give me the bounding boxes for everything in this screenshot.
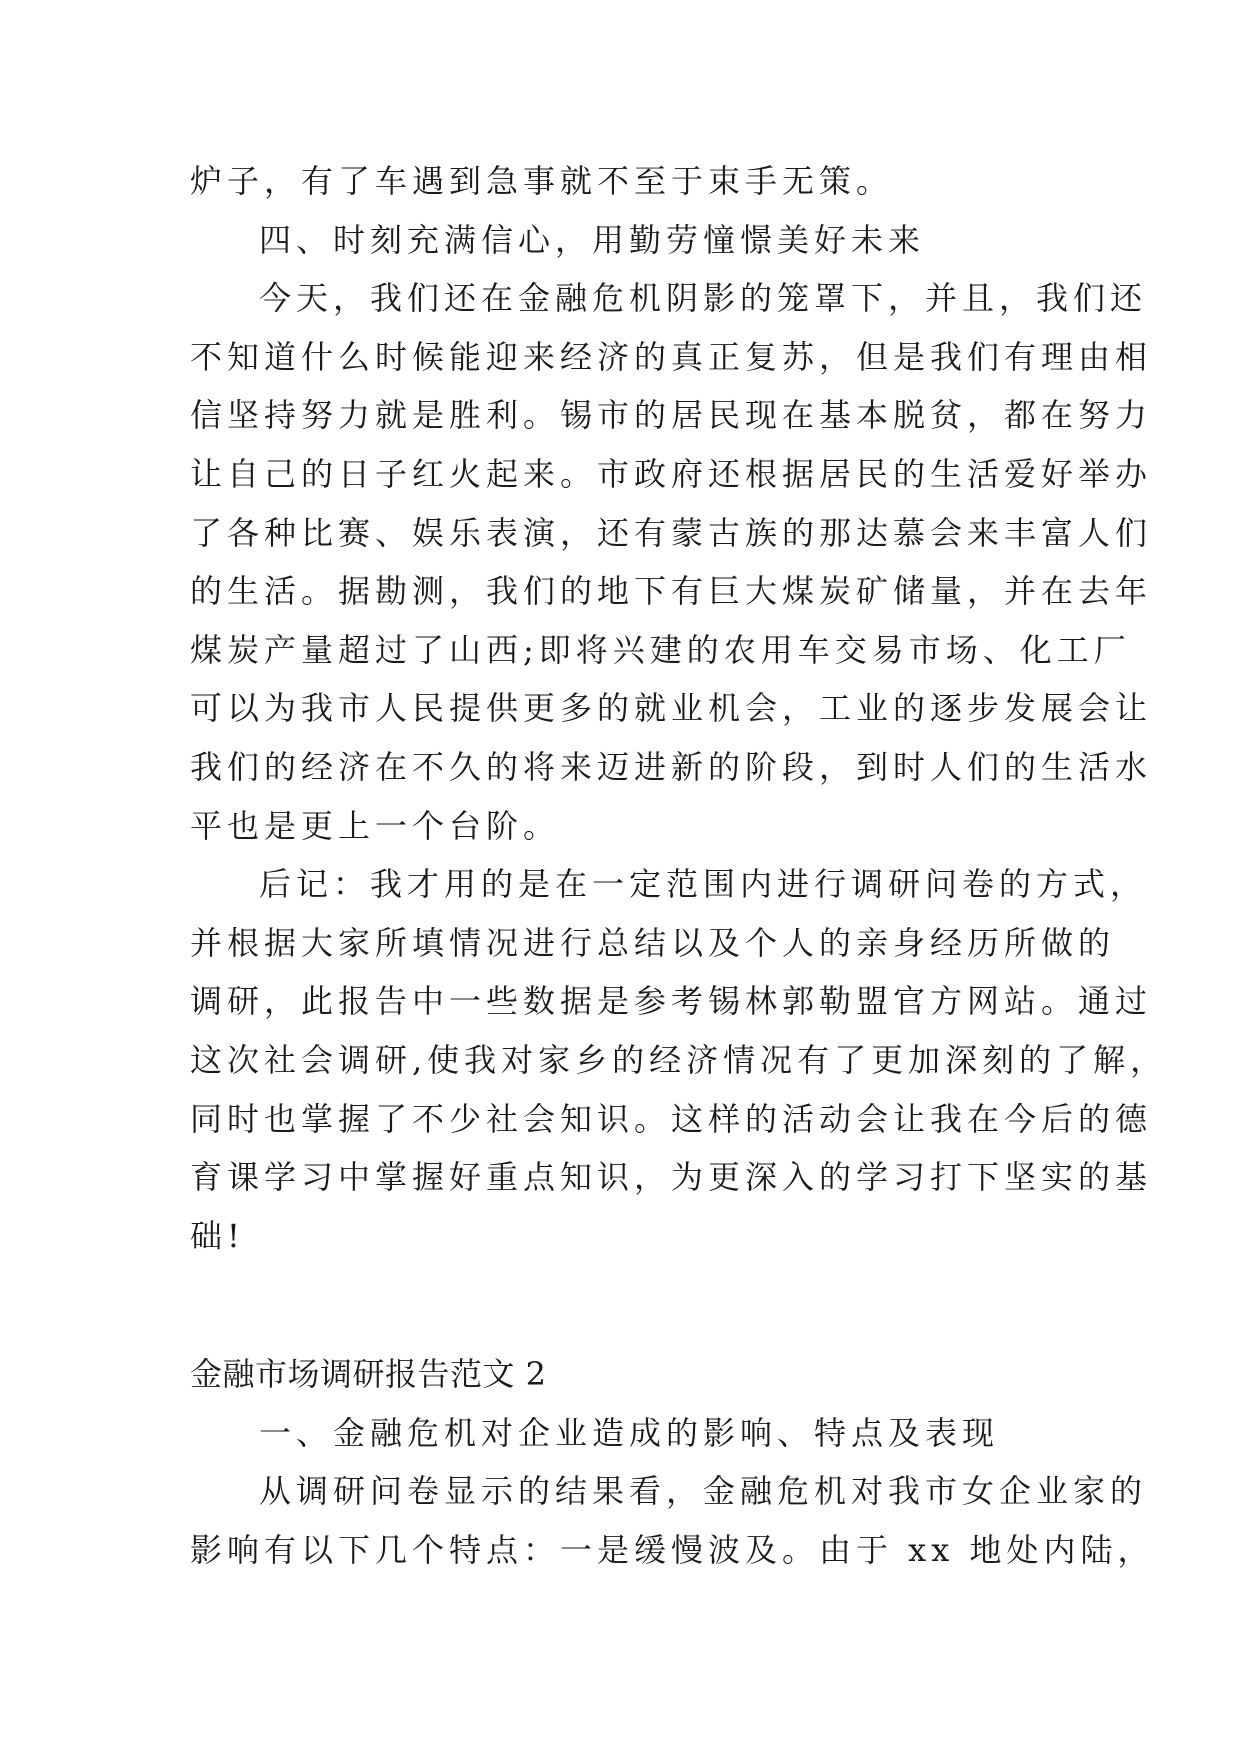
paragraph-line: 不知道什么时候能迎来经济的真正复苏，但是我们有理由相 xyxy=(190,337,1153,376)
paragraph-line: 炉子，有了车遇到急事就不至于束手无策。 xyxy=(190,162,894,200)
section-heading-1: 一、金融危机对企业造成的影响、特点及表现 xyxy=(259,1413,1000,1452)
paragraph-line: 可以为我市人民提供更多的就业机会，工业的逐步发展会让 xyxy=(190,689,1153,728)
paragraph-line: 让自己的日子红火起来。市政府还根据居民的生活爱好举办 xyxy=(190,454,1153,493)
afterword-line: 后记：我才用的是在一定范围内进行调研问卷的方式， xyxy=(259,865,1148,904)
afterword-line: 育课学习中掌握好重点知识，为更深入的学习打下坚实的基 xyxy=(190,1158,1153,1197)
paragraph-line: 煤炭产量超过了山西;即将兴建的农用车交易市场、化工厂 xyxy=(190,630,1131,669)
afterword-line: 这次社会调研,使我对家乡的经济情况有了更加深刻的了解， xyxy=(190,1040,1168,1079)
afterword-line: 并根据大家所填情况进行总结以及个人的亲身经历所做的 xyxy=(190,923,1116,962)
section-heading-4: 四、时刻充满信心，用勤劳憧憬美好未来 xyxy=(259,220,926,259)
paragraph-line: 了各种比赛、娱乐表演，还有蒙古族的那达慕会来丰富人们 xyxy=(190,513,1153,552)
paragraph-line: 平也是更上一个台阶。 xyxy=(190,806,561,845)
afterword-line: 同时也掌握了不少社会知识。这样的活动会让我在今后的德 xyxy=(190,1099,1153,1138)
section-title: 金融市场调研报告范文 2 xyxy=(190,1355,547,1394)
afterword-line: 调研，此报告中一些数据是参考锡林郭勒盟官方网站。通过 xyxy=(190,982,1153,1021)
paragraph-line: 影响有以下几个特点：一是缓慢波及。由于 xx 地处内陆， xyxy=(190,1531,1155,1570)
paragraph-line: 我们的经济在不久的将来迈进新的阶段，到时人们的生活水 xyxy=(190,747,1153,786)
document-body xyxy=(190,152,1168,1580)
paragraph-line: 信坚持努力就是胜利。锡市的居民现在基本脱贫，都在努力 xyxy=(190,396,1153,435)
paragraph-line: 从调研问卷显示的结果看，金融危机对我市女企业家的 xyxy=(259,1472,1148,1511)
afterword-line: 础! xyxy=(190,1216,245,1255)
paragraph-line: 的生活。据勘测，我们的地下有巨大煤炭矿储量，并在去年 xyxy=(190,572,1153,611)
paragraph-line: 今天，我们还在金融危机阴影的笼罩下，并且，我们还 xyxy=(259,279,1148,318)
section-spacer xyxy=(190,1265,1055,1345)
